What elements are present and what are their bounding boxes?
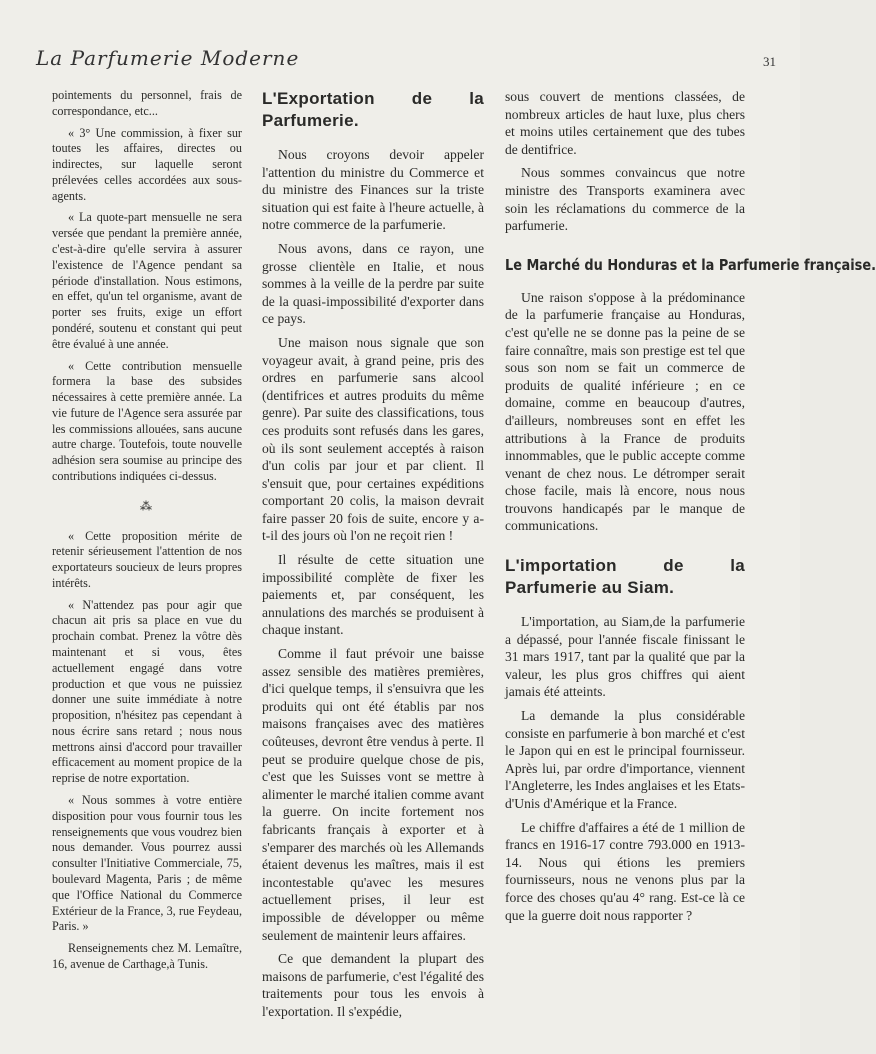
paragraph: « Nous sommes à votre entière disposition pour vous fournir tous les renseignements que vous voudrez bien nous demander. Vous pourrez aussi consulter l'Initiative Commerciale, 75, boulevard Magenta, Paris ; de même que l'Office National du Commerce Extérieur de la France, 3, rue Feydeau, Paris. » [52,793,242,934]
paragraph: Nous sommes convaincus que notre ministre des Transports examinera avec soin les réclamations du commerce de la parfumerie. [505,165,745,234]
column-right [505,88,876,930]
paragraph: Le chiffre d'affaires a été de 1 million de francs en 1916-17 contre 793.000 en 1913-14. Nous qui étions les premiers fournisseurs, nous ne venons plus par la force des choses qu'au 4° rang. Est-ce là ce que la guerre doit nous rapporter ? [505,819,745,923]
paragraph: Il résulte de cette situation une impossibilité complète de fixer les paiements et, par conséquent, les annulations des marchés se produisent à chaque instant. [262,552,484,638]
article-heading: Le Marché du Honduras et la Parfumerie française. [505,255,876,274]
paragraph: « N'attendez pas pour agir que chacun ait pris sa place en vue du prochain combat. Prenez la vôtre dès maintenant et si vous, êtes actuellement engagé dans votre production et que vous ne puissiez donner une suite immédiate à notre proposition, n'hésitez pas cependant à nous écrire sans retard ; nous nous mettrons ainsi d'accord pour travailler efficacement au moment propice de la reprise de notre exportation. [52,597,242,786]
paragraph: La demande la plus considérable consiste en parfumerie à bon marché et c'est le Japon qui en est le principal fournisseur. Après lui, par ordre d'importance, viennent l'Angleterre, les Indes anglaises et les Etats-d'Unis d'Amérique et la France. [505,708,745,811]
paragraph: « Cette contribution mensuelle formera la base des subsides nécessaires à cette première année. La vie future de l'Agence sera assurée par les commissions allouées, sans aucune autre charge. Toutefois, toute nouvelle adhésion sera soumise au principe des contributions indiquées ci-dessus. [52,358,242,483]
masthead-title: La Parfumerie Moderne [36,46,300,70]
paragraph: Ce que demandent la plupart des maisons de parfumerie, c'est l'égalité des traitements pour tous les envois à l'exportation. Il s'expédie, [262,951,484,1019]
column-left [52,88,242,979]
paragraph: Nous croyons devoir appeler l'attention du ministre du Commerce et du ministre des Finances sur la triste situation qui est faite à l'heure actuelle, à notre commerce de la parfumerie. [262,147,484,233]
paragraph: « La quote-part mensuelle ne sera versée que pendant la première année, c'est-à-dire qu'elle servira à assurer l'existence de l'Agence pendant sa période d'installation. Nous estimons, en effet, qu'un tel organisme, avant de porter ses fruits, exige un effort pondéré, soutenu et constant qui peut être évalué à une année. [52,210,242,351]
page-number: 31 [763,54,776,69]
paragraph: L'importation, au Siam,de la parfumerie a dépassé, pour l'année fiscale finissant le 31 mars 1917, tant par la qualité que par la valeur, les plus gros chiffres qui aient jamais été atteints. [505,614,745,700]
paragraph: « Cette proposition mérite de retenir sérieusement l'attention de nos exportateurs soucieux de leurs propres intérêts. [52,528,242,590]
section-separator: ⁂ [140,498,154,513]
column-middle [262,88,484,1027]
paragraph: pointements du personnel, frais de correspondance, etc... [52,88,242,118]
article-heading: L'importation de la Parfumerie au Siam. [505,556,745,598]
paragraph: Nous avons, dans ce rayon, une grosse clientèle en Italie, et nous sommes à la veille de la perdre par suite de la quasi-impossibilité d'exporter dans ce pays. [262,240,484,327]
paragraph: Une raison s'oppose à la prédominance de la parfumerie française au Honduras, c'est qu'elle ne se donne pas la peine de se faire connaître, mais son prestige est tel que sous son nom se fait un commerce de produits de qualité inférieure ; en ce domaine, comme en beaucoup d'autres, d'ailleurs, nombreuses sont en effet les attributions à la France de produits innommables, que le public accepte comme venant de chez nous. Le détromper serait chose facile, mais là encore, nous nous trouvons handicapés par le manque de communications. [505,289,745,534]
page-header [36,46,776,76]
paragraph: sous couvert de mentions classées, de nombreux articles de haut luxe, plus chers et moins utiles certainement que des tubes de dentifrice. [505,89,745,157]
paragraph: Renseignements chez M. Lemaître, 16, avenue de Carthage,à Tunis. [52,941,242,971]
paragraph: Une maison nous signale que son voyageur avait, à grand peine, pris des ordres en parfumerie sans alcool (dentifrices et autres produits du même genre). Par suite des classifications, tous ces produits sont refusés dans les gares, où ils sont seulement acceptés à raison d'un colis par jour et par client. Il s'ensuit que, pour certaines expéditions comportant 20 colis, la maison devrait faire passer 20 fois de suite, encore y a-t-il des jours où l'on ne reçoit rien ! [262,334,484,544]
paragraph: Comme il faut prévoir une baisse assez sensible des matières premières, d'ici quelque temps, il s'ensuivra que les produits qui ont été établis par nos maisons françaises avec des matières coûteuses, devront être vendus à perte. Il peut se produire quelque chose de pis, c'est que les Suisses vont se mettre à alimenter le marché italien comme avant la guerre. On incite fortement nos fabricants français à exporter et à s'emparer des marchés où les Allemands étaient devenus les maîtres, mais il est incontestable qu'avec les mesures actuellement prises, il leur est impossible de développer ou même seulement de maintenir leurs affaires. [262,646,484,943]
paragraph: « 3° Une commission, à fixer sur toutes les affaires, directes ou indirectes, sur laquelle seront prélevées celles accordées aux sous-agents. [52,125,242,203]
article-heading: L'Exportation de la Parfumerie. [262,89,484,130]
